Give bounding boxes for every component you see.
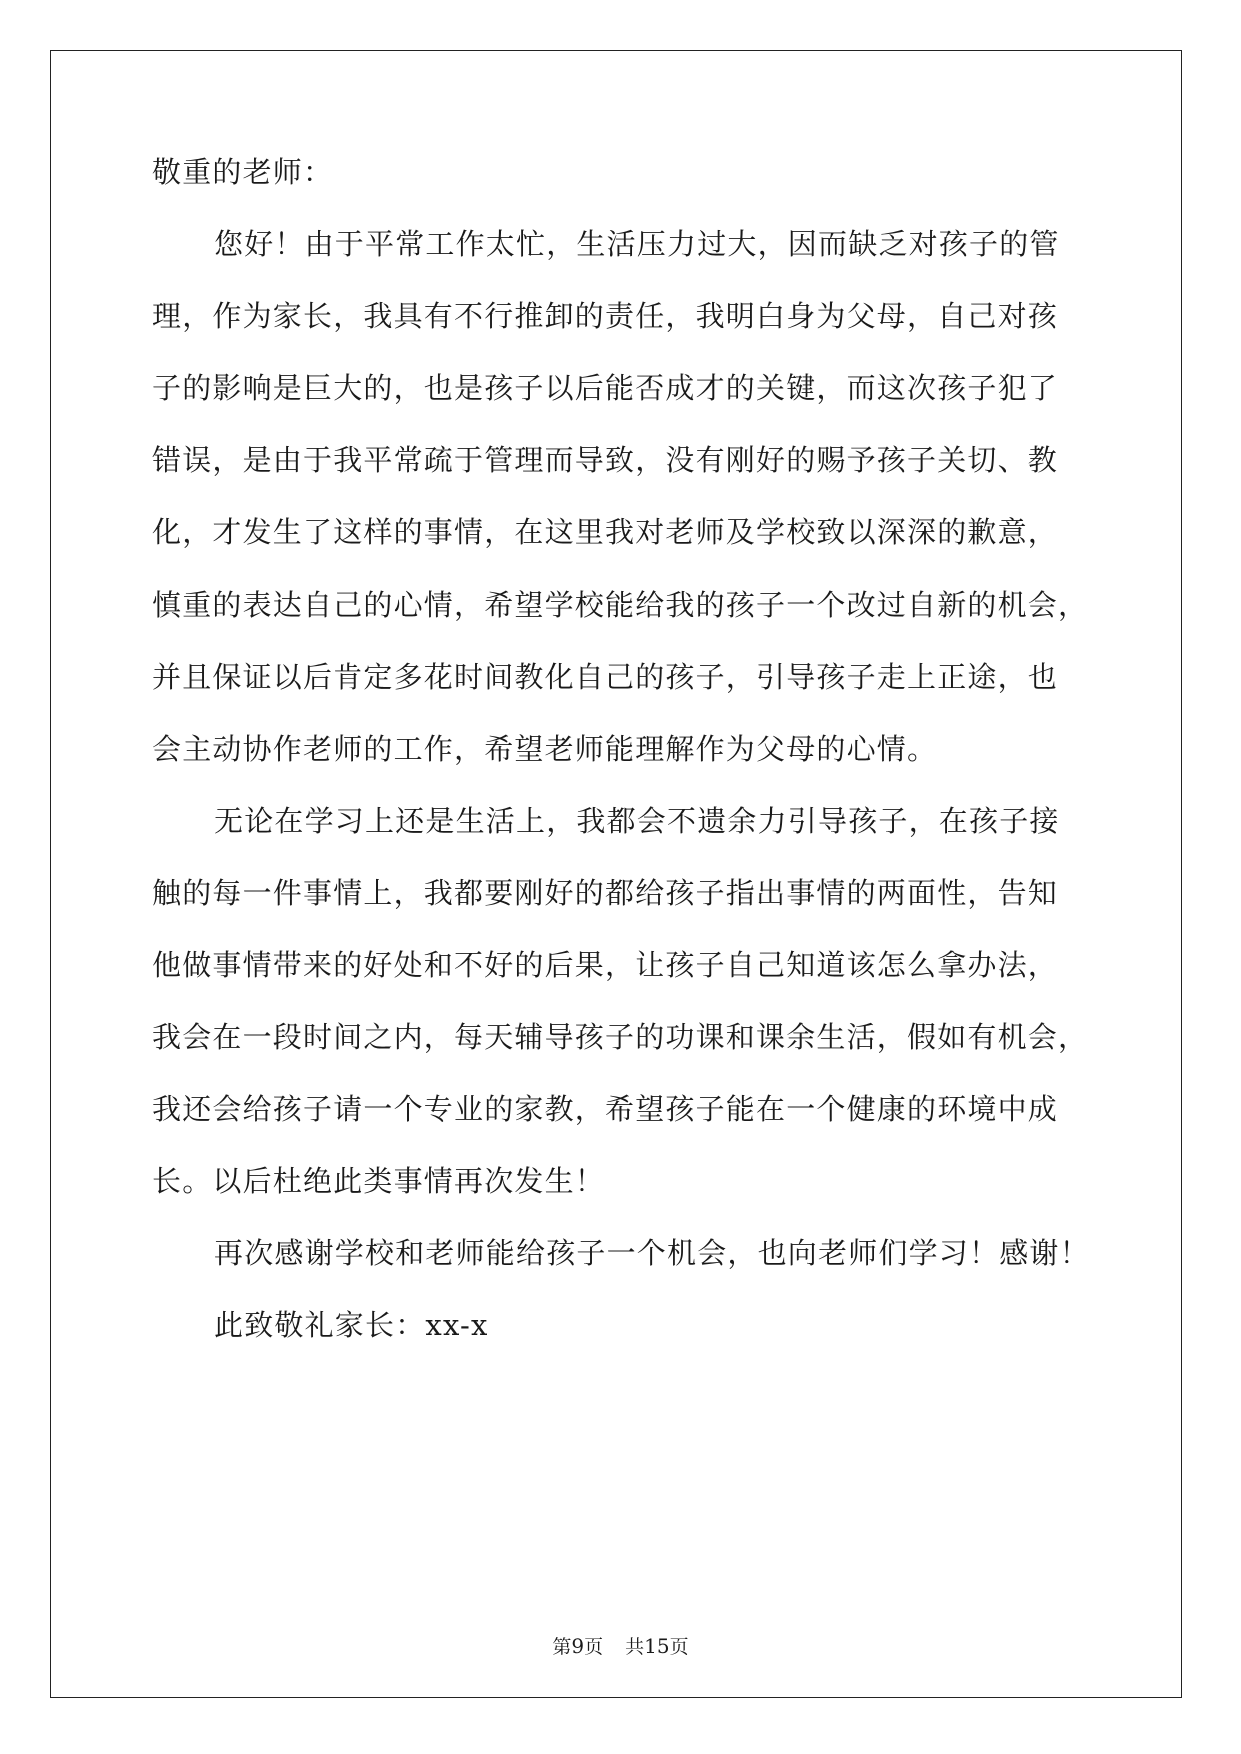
paragraph-line: 并且保证以后肯定多花时间教化自己的孩子，引导孩子走上正途，也	[152, 660, 1059, 694]
paragraph-line: 无论在学习上还是生活上，我都会不遗余力引导孩子，在孩子接	[214, 804, 1060, 838]
paragraph-line: 子的影响是巨大的，也是孩子以后能否成才的关键，而这次孩子犯了	[152, 371, 1059, 405]
paragraph-line: 错误，是由于我平常疏于管理而导致，没有刚好的赐予孩子关切、教	[152, 443, 1059, 477]
paragraph-line: 会主动协作老师的工作，希望老师能理解作为父母的心情。	[152, 732, 938, 766]
paragraph-line: 触的每一件事情上，我都要刚好的都给孩子指出事情的两面性，告知	[152, 876, 1059, 910]
paragraph-line: 理，作为家长，我具有不行推卸的责任，我明白身为父母，自己对孩	[152, 299, 1059, 333]
total-suffix: 页	[669, 1636, 689, 1658]
paragraph-line: 他做事情带来的好处和不好的后果，让孩子自己知道该怎么拿办法，	[152, 948, 1059, 982]
page-number-footer	[0, 1634, 1241, 1659]
paragraph-line: 我还会给孩子请一个专业的家教，希望孩子能在一个健康的环境中成	[152, 1092, 1059, 1126]
paragraph-line: 化，才发生了这样的事情，在这里我对老师及学校致以深深的歉意，	[152, 515, 1059, 549]
page-prefix: 第	[552, 1636, 572, 1658]
closing-line: 此致敬礼家长：xx-x	[214, 1308, 489, 1342]
current-page-number: 9	[571, 1634, 585, 1658]
total-prefix: 共	[625, 1636, 645, 1658]
paragraph-line: 长。以后杜绝此类事情再次发生！	[152, 1164, 606, 1198]
salutation: 敬重的老师：	[152, 155, 334, 189]
paragraph-line: 我会在一段时间之内，每天辅导孩子的功课和课余生活，假如有机会，	[152, 1020, 1089, 1054]
paragraph-line: 您好！由于平常工作太忙，生活压力过大，因而缺乏对孩子的管	[214, 227, 1060, 261]
page-suffix: 页	[584, 1636, 604, 1658]
total-page-number: 15	[644, 1634, 670, 1658]
thanks-line: 再次感谢学校和老师能给孩子一个机会，也向老师们学习！感谢！	[214, 1236, 1090, 1270]
paragraph-line: 慎重的表达自己的心情，希望学校能给我的孩子一个改过自新的机会，	[152, 588, 1089, 622]
